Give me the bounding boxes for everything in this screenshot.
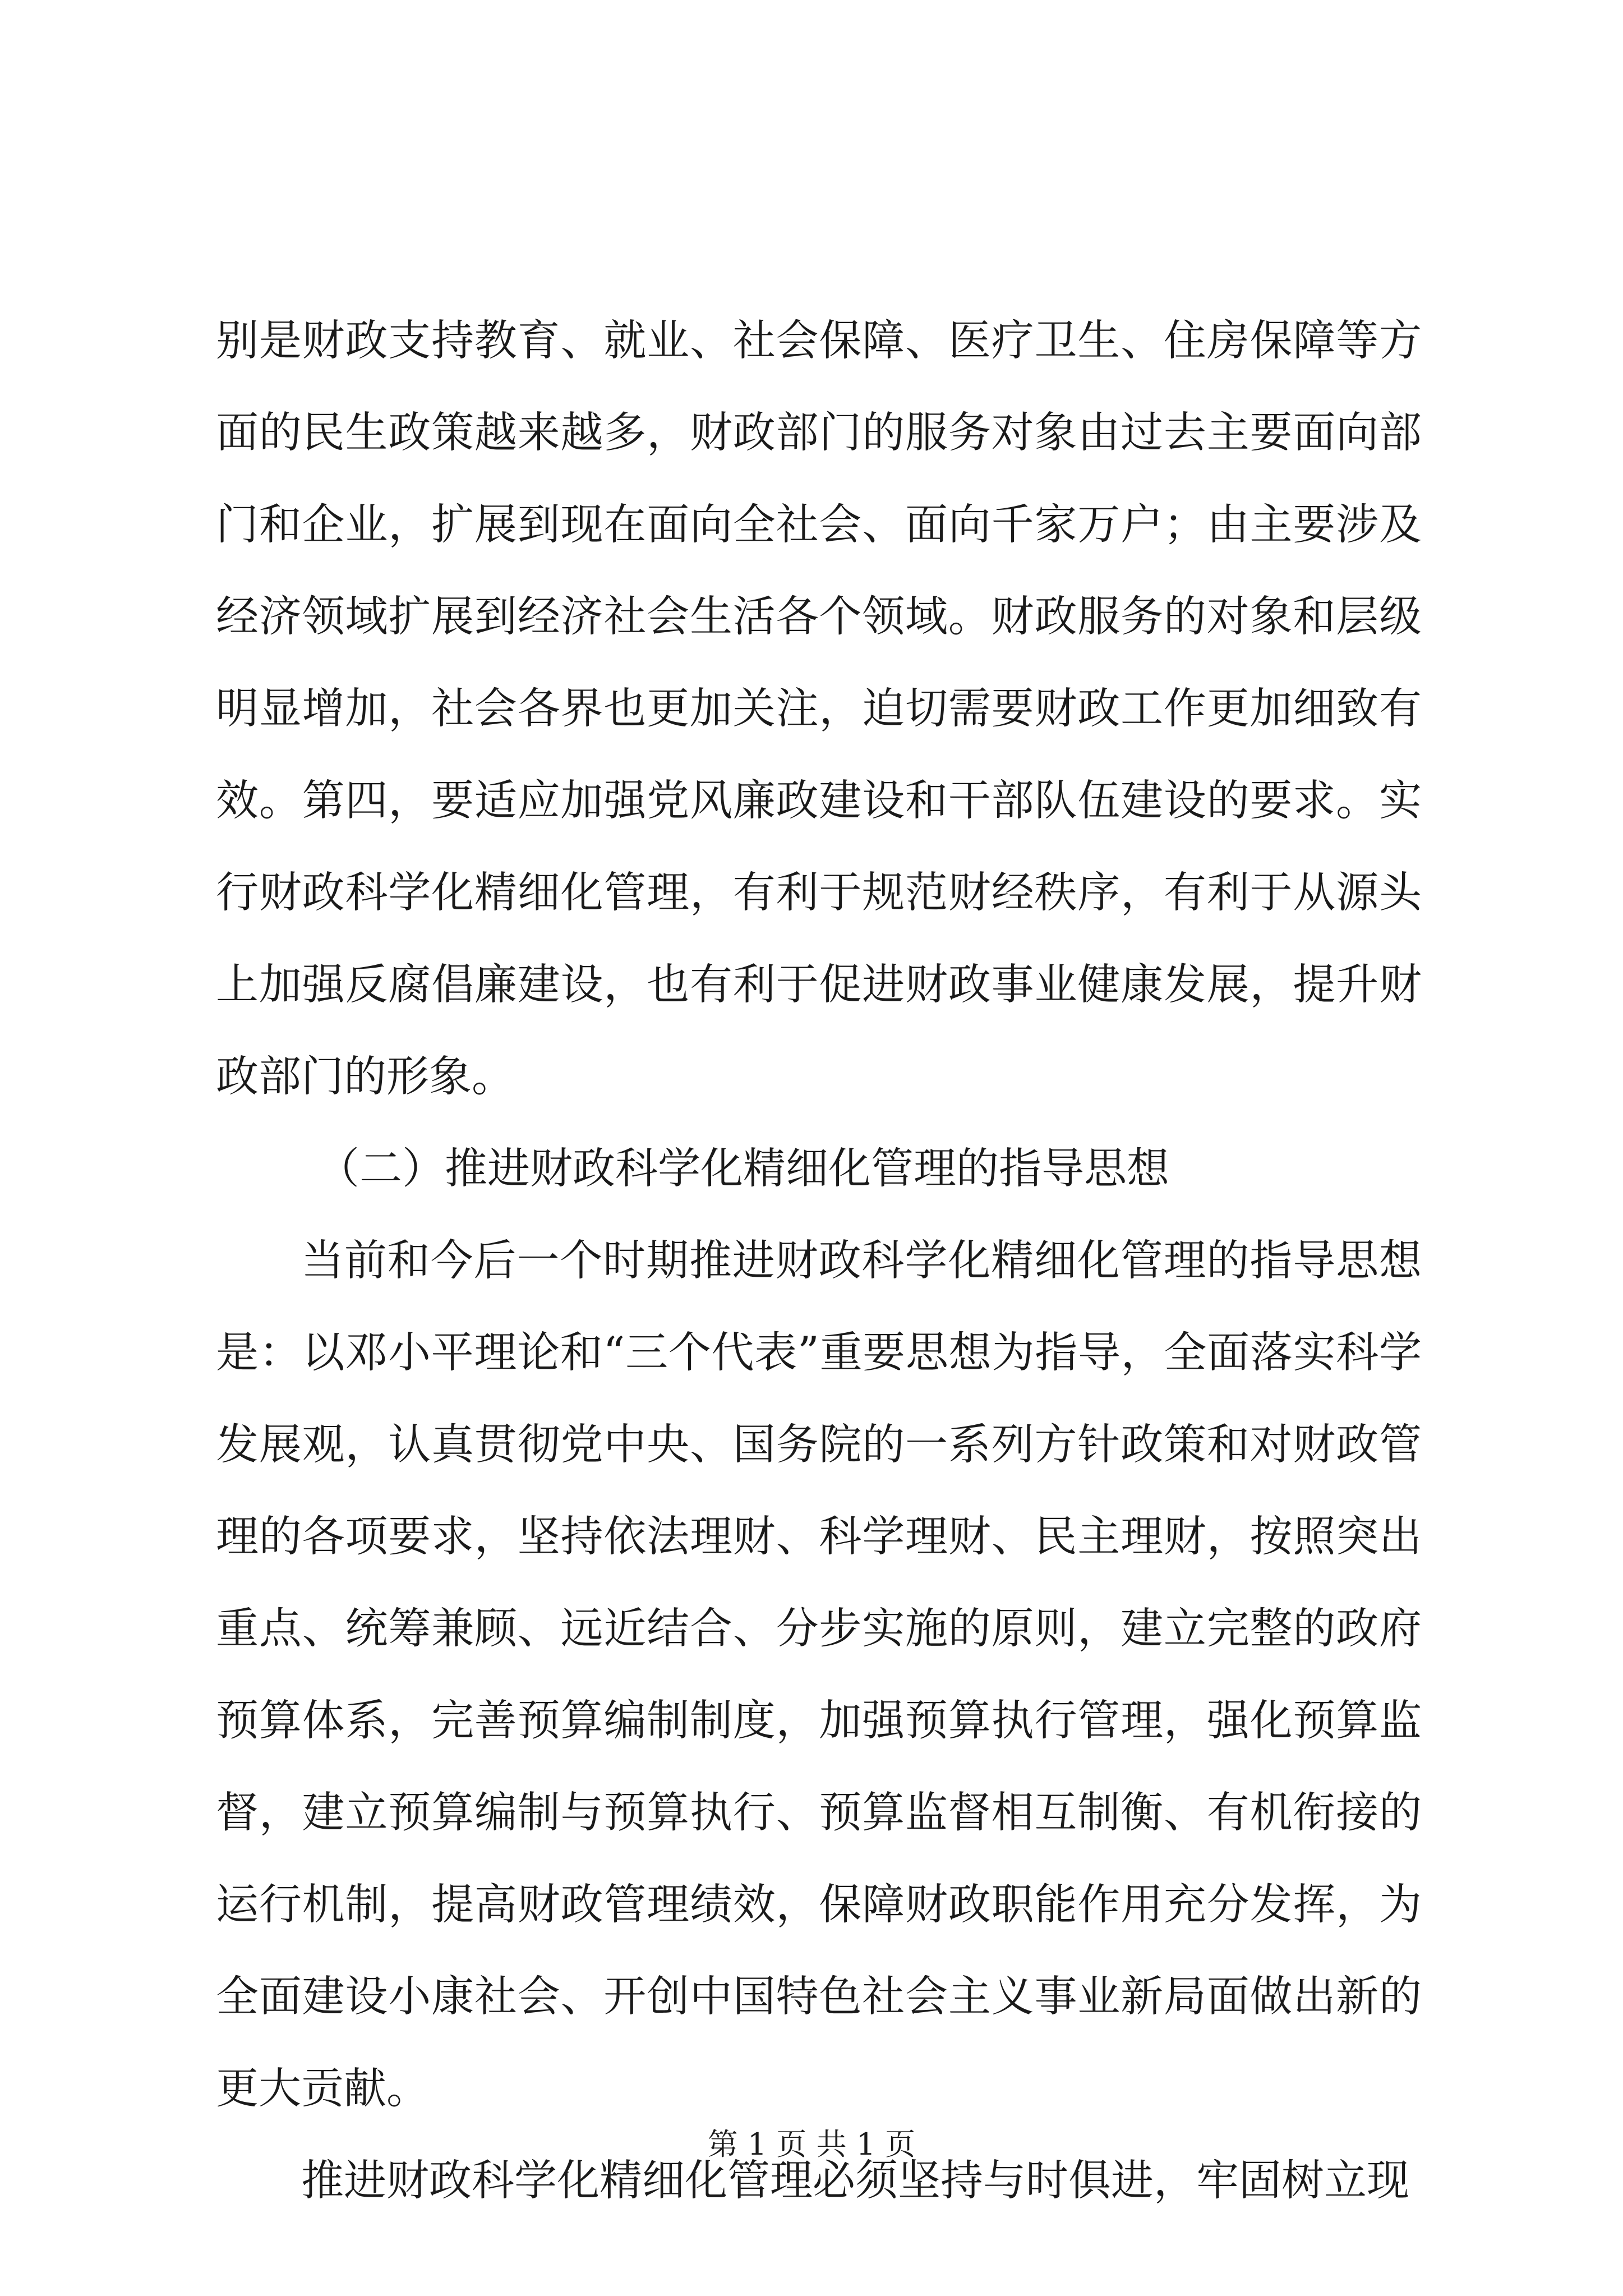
paragraph-continuation: 别是财政支持教育、就业、社会保障、医疗卫生、住房保障等方面的民生政策越来越多，财政部门的服务对象由过去主要面向部门和企业，扩展到现在面向全社会、面向千家万户；由主要涉及经济领域扩展到经济社会生活各个领域。财政服务的对象和层级明显增加，社会各界也更加关注，迫切需要财政工作更加细致有效。第四，要适应加强党风廉政建设和干部队伍建设的要求。实行财政科学化精细化管理，有利于规范财经秩序，有利于从源头上加强反腐倡廉建设，也有利于促进财政事业健康发展，提升财政部门的形象。 bbox=[216, 315, 1422, 1101]
paragraph-keep-pace: 推进财政科学化精细化管理必须坚持与时俱进，牢固树立现 bbox=[301, 2155, 1409, 2205]
paragraph-guiding-ideology: 当前和今后一个时期推进财政科学化精细化管理的指导思想是：以邓小平理论和“三个代表”重要思想为指导，全面落实科学发展观，认真贯彻党中央、国务院的一系列方针政策和对财政管理的各项要求，坚持依法理财、科学理财、民主理财，按照突出重点、统筹兼顾、远近结合、分步实施的原则，建立完整的政府预算体系，完善预算编制制度，加强预算执行管理，强化预算监督，建立预算编制与预算执行、预算监督相互制衡、有机衔接的运行机制，提高财政管理绩效，保障财政职能作用充分发挥，为全面建设小康社会、开创中国特色社会主义事业新局面做出新的更大贡献。 bbox=[216, 1235, 1422, 2113]
page-footer: 第 1 页 共 1 页 bbox=[707, 2127, 916, 2162]
section-heading: （二）推进财政科学化精细化管理的指导思想 bbox=[317, 1143, 1169, 1193]
document-body bbox=[216, 295, 1422, 2226]
